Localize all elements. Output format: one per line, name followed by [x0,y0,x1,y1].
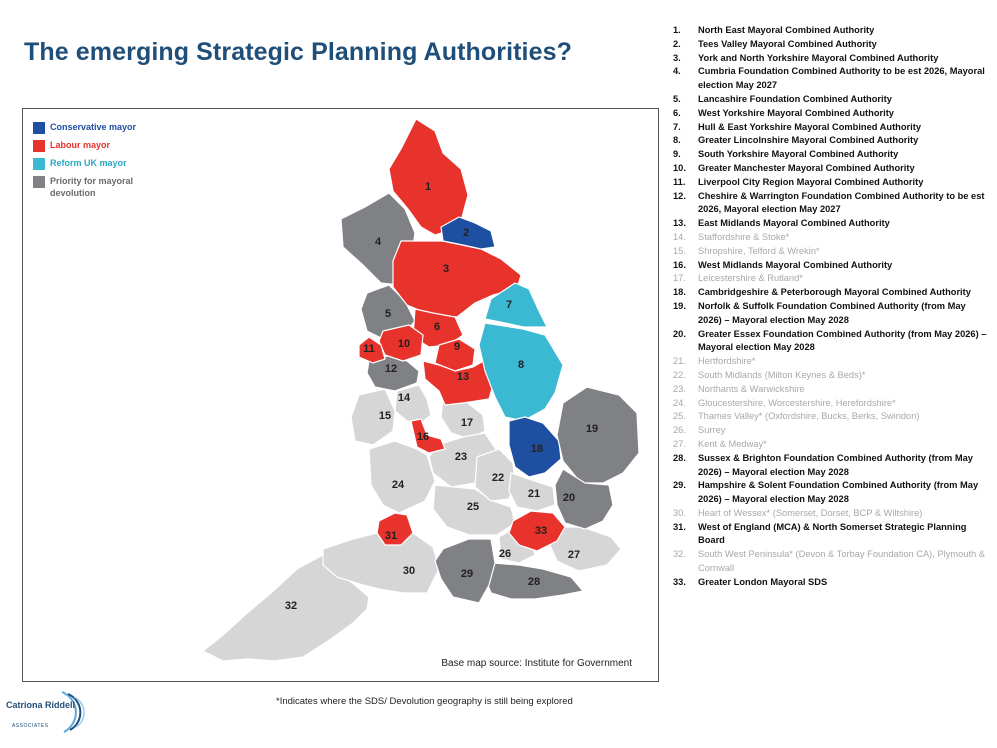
authority-name: Greater Manchester Mayoral Combined Authority [698,162,915,173]
map-region-label: 25 [466,500,480,513]
map-region-label: 17 [460,416,474,429]
authority-number: 19. [673,300,686,311]
map-region-label: 11 [363,342,375,355]
map-region-label: 23 [454,450,468,463]
authority-list-item [673,148,991,162]
map-region-label: 10 [397,337,411,350]
map-region-label: 27 [567,548,581,561]
company-logo [4,688,88,738]
map-region-24 [369,441,435,513]
authority-name: Lancashire Foundation Combined Authority [698,93,892,104]
authority-name: Cheshire & Warrington Foundation Combined Authority to be est 2026, Mayoral election May 2027 [698,190,985,215]
legend-item [33,175,160,199]
map-region-label: 28 [527,575,541,588]
authority-number: 25. [673,411,686,422]
authority-name: West Midlands Mayoral Combined Authority [698,259,893,270]
authority-list-item [673,245,991,259]
authority-list-item [673,479,991,507]
authority-name: Thames Valley* (Oxfordshire, Bucks, Berks, Swindon) [698,411,920,422]
authority-list-item [673,548,991,576]
authority-list-item [673,93,991,107]
authority-number: 17. [673,273,686,284]
authority-number: 23. [673,383,686,394]
map-region-label: 26 [498,547,512,560]
authority-list-item [673,507,991,521]
map-region-14 [395,385,431,423]
authority-number: 20. [673,328,686,339]
authority-number: 32. [673,549,686,560]
authority-number: 31. [673,521,686,532]
map-region-label: 31 [384,529,398,542]
legend-label: Conservative mayor [50,122,137,132]
map-region-label: 2 [462,226,470,239]
authority-name: Greater Essex Foundation Combined Authority (from May 2026) – Mayoral election May 2028 [698,328,987,353]
map-region-label: 24 [391,478,405,491]
legend-swatch [33,158,45,170]
map-legend [33,121,160,204]
map-region-label: 4 [374,235,382,248]
map-region-label: 30 [402,564,416,577]
map-panel [22,108,659,682]
authority-list-item [673,24,991,38]
authority-name: Cambridgeshire & Peterborough Mayoral Combined Authority [698,287,971,298]
map-region-label: 3 [442,262,450,275]
authority-number: 24. [673,397,686,408]
authority-name: Shropshire, Telford & Wrekin* [698,245,820,256]
map-region-label: 5 [384,307,392,320]
authority-name: Liverpool City Region Mayoral Combined Authority [698,176,924,187]
authority-list-item [673,355,991,369]
map-region-label: 32 [284,599,298,612]
authority-name: Staffordshire & Stoke* [698,231,790,242]
authority-list-item [673,190,991,218]
authority-list-item [673,438,991,452]
legend-item [33,121,160,134]
authority-list-item [673,231,991,245]
map-region-label: 13 [456,370,470,383]
authority-list-item [673,576,991,590]
authority-name: Cumbria Foundation Combined Authority to be est 2026, Mayoral election May 2027 [698,66,985,91]
authority-list-item [673,397,991,411]
map-region-label: 8 [517,358,525,371]
legend-swatch [33,122,45,134]
authority-list-item [673,217,991,231]
authority-number: 13. [673,218,686,229]
authority-name: Surrey [698,425,726,436]
authority-list-item [673,369,991,383]
authority-number: 4. [673,66,681,77]
authority-list-item [673,107,991,121]
authority-name: Sussex & Brighton Foundation Combined Authority (from May 2026) – Mayoral election May 2028 [698,452,973,477]
authority-name: Hull & East Yorkshire Mayoral Combined Authority [698,121,921,132]
authority-number: 22. [673,369,686,380]
authority-list-item [673,300,991,328]
authority-number: 26. [673,425,686,436]
authority-name: South Yorkshire Mayoral Combined Authority [698,149,899,160]
authority-number: 16. [673,259,686,270]
map-region-label: 33 [534,524,548,537]
authority-number: 2. [673,38,681,49]
map-region-label: 29 [460,567,474,580]
map-region-8 [479,323,563,421]
authority-number: 14. [673,231,686,242]
authority-number: 3. [673,52,681,63]
authority-number: 8. [673,135,681,146]
logo-subtitle: ASSOCIATES [12,723,49,729]
authority-list-item [673,121,991,135]
map-region-label: 16 [416,430,430,443]
authority-number: 29. [673,480,686,491]
logo-name: Catriona Riddell [6,700,76,710]
authority-name: Hampshire & Solent Foundation Combined Authority (from May 2026) – Mayoral election May 2028 [698,480,979,505]
authority-list-item [673,134,991,148]
map-region-label: 7 [505,298,513,311]
map-source-credit: Base map source: Institute for Government [441,658,632,669]
authority-number: 5. [673,93,681,104]
legend-swatch [33,140,45,152]
authority-name: South West Peninsula* (Devon & Torbay Foundation CA), Plymouth & Cornwall [698,549,985,574]
legend-item [33,157,160,170]
authority-list-item [673,259,991,273]
authority-name: Heart of Wessex* (Somerset, Dorset, BCP & Wiltshire) [698,507,923,518]
map-region-label: 22 [491,471,505,484]
legend-swatch [33,176,45,188]
map-region-label: 20 [562,491,576,504]
authority-number: 30. [673,507,686,518]
authority-name: Tees Valley Mayoral Combined Authority [698,38,877,49]
authority-number: 9. [673,149,681,160]
authority-name: Leicestershire & Rutland* [698,273,803,284]
authority-number: 11. [673,176,686,187]
authority-number: 33. [673,576,686,587]
authority-list-item [673,65,991,93]
authority-list-item [673,410,991,424]
authority-number: 10. [673,162,686,173]
authority-name: East Midlands Mayoral Combined Authority [698,218,890,229]
authority-number: 15. [673,245,686,256]
authority-name: Gloucestershire, Worcestershire, Herefordshire* [698,397,896,408]
logo-arcs-icon [4,688,88,738]
map-region-label: 15 [378,409,392,422]
map-region-label: 19 [585,422,599,435]
authority-list-item [673,521,991,549]
authority-list-item [673,328,991,356]
map-region-19 [557,387,639,483]
authority-list-item [673,52,991,66]
map-region-label: 6 [433,320,441,333]
authority-name: Greater Lincolnshire Mayoral Combined Authority [698,135,919,146]
authority-name: Kent & Medway* [698,438,767,449]
authority-name: West of England (MCA) & North Somerset Strategic Planning Board [698,521,967,546]
authority-name: West Yorkshire Mayoral Combined Authority [698,107,894,118]
authority-name: York and North Yorkshire Mayoral Combined Authority [698,52,939,63]
authority-name: South Midlands (Milton Keynes & Beds)* [698,369,866,380]
authority-number: 21. [673,356,686,367]
map-region-label: 9 [453,340,461,353]
legend-label: Reform UK mayor [50,158,127,168]
authority-name: North East Mayoral Combined Authority [698,25,875,35]
authority-list-item [673,272,991,286]
authority-number: 1. [673,25,681,35]
authority-name: Northants & Warwickshire [698,383,805,394]
legend-item [33,139,160,152]
authority-list-item [673,176,991,190]
authority-name: Norfolk & Suffolk Foundation Combined Authority (from May 2026) – Mayoral election May 2028 [698,300,966,325]
authority-list-item [673,38,991,52]
authority-number: 12. [673,190,686,201]
legend-label: Labour mayor [50,140,111,150]
map-region-label: 18 [530,442,544,455]
authority-number: 28. [673,452,686,463]
authority-name: Greater London Mayoral SDS [698,576,828,587]
map-region-label: 1 [424,180,432,193]
authority-name: Hertfordshire* [698,356,756,367]
authorities-list [673,24,991,590]
authority-list-item [673,424,991,438]
page-title: The emerging Strategic Planning Authorities? [24,38,572,66]
authority-number: 7. [673,121,681,132]
authority-number: 27. [673,438,686,449]
map-region-label: 14 [397,391,411,404]
authority-list-item [673,286,991,300]
authority-number: 18. [673,287,686,298]
authority-list-item [673,383,991,397]
map-region-label: 12 [384,362,398,375]
authority-list-item [673,452,991,480]
map-region-label: 21 [527,487,541,500]
footnote: *Indicates where the SDS/ Devolution geography is still being explored [276,696,573,707]
legend-label: Priority for mayoral devolution [50,176,134,198]
authority-number: 6. [673,107,681,118]
authority-list-item [673,162,991,176]
